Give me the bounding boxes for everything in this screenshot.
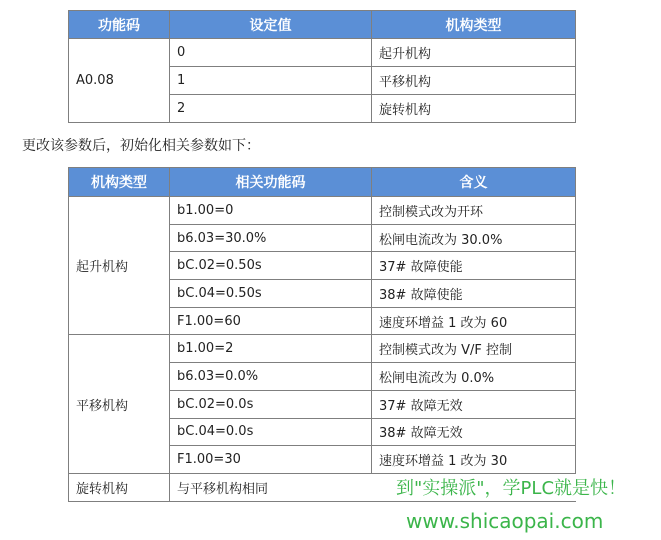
table-row: [69, 197, 576, 225]
header-function-code: 功能码: [69, 11, 170, 39]
function-code-cell: A0.08: [69, 39, 170, 123]
init-params-table: [68, 167, 576, 502]
watermark-url: www.shicaopai.com: [406, 509, 604, 533]
table-row: [69, 335, 576, 363]
meaning-cell: 37# 故障无效: [372, 390, 576, 418]
code-cell: b6.03=0.0%: [170, 363, 372, 391]
mechanism-type-cell: 旋转机构: [372, 95, 576, 123]
header-setting-value: 设定值: [170, 11, 372, 39]
intro-text: 更改该参数后，初始化相关参数如下：: [22, 138, 260, 154]
header-mechanism-type: 机构类型: [69, 168, 170, 197]
header-related-code: 相关功能码: [170, 168, 372, 197]
code-cell: b1.00=2: [170, 335, 372, 363]
group-type-cell: 起升机构: [69, 197, 170, 335]
table-header-row: [69, 11, 576, 39]
function-code-table: [68, 10, 576, 123]
mechanism-type-cell: 起升机构: [372, 39, 576, 67]
same-as-cell: 与平移机构相同: [170, 473, 576, 501]
meaning-cell: 速度环增益 1 改为 60: [372, 307, 576, 335]
group-type-cell: 平移机构: [69, 335, 170, 473]
code-cell: F1.00=60: [170, 307, 372, 335]
setting-value-cell: 1: [170, 67, 372, 95]
code-cell: b1.00=0: [170, 197, 372, 225]
meaning-cell: 38# 故障无效: [372, 418, 576, 446]
meaning-cell: 速度环增益 1 改为 30: [372, 446, 576, 474]
code-cell: bC.02=0.0s: [170, 390, 372, 418]
table-header-row: [69, 168, 576, 197]
meaning-cell: 控制模式改为开环: [372, 197, 576, 225]
code-cell: bC.04=0.0s: [170, 418, 372, 446]
meaning-cell: 控制模式改为 V/F 控制: [372, 335, 576, 363]
setting-value-cell: 0: [170, 39, 372, 67]
header-mechanism-type: 机构类型: [372, 11, 576, 39]
code-cell: bC.04=0.50s: [170, 280, 372, 308]
code-cell: F1.00=30: [170, 446, 372, 474]
meaning-cell: 38# 故障使能: [372, 280, 576, 308]
header-meaning: 含义: [372, 168, 576, 197]
mechanism-type-cell: 平移机构: [372, 67, 576, 95]
group-type-cell: 旋转机构: [69, 473, 170, 501]
setting-value-cell: 2: [170, 95, 372, 123]
meaning-cell: 松闸电流改为 30.0%: [372, 224, 576, 252]
watermark-slogan: 到"实操派"，学PLC就是快！: [396, 478, 627, 499]
code-cell: bC.02=0.50s: [170, 252, 372, 280]
meaning-cell: 松闸电流改为 0.0%: [372, 363, 576, 391]
meaning-cell: 37# 故障使能: [372, 252, 576, 280]
code-cell: b6.03=30.0%: [170, 224, 372, 252]
table-row: [69, 39, 576, 67]
